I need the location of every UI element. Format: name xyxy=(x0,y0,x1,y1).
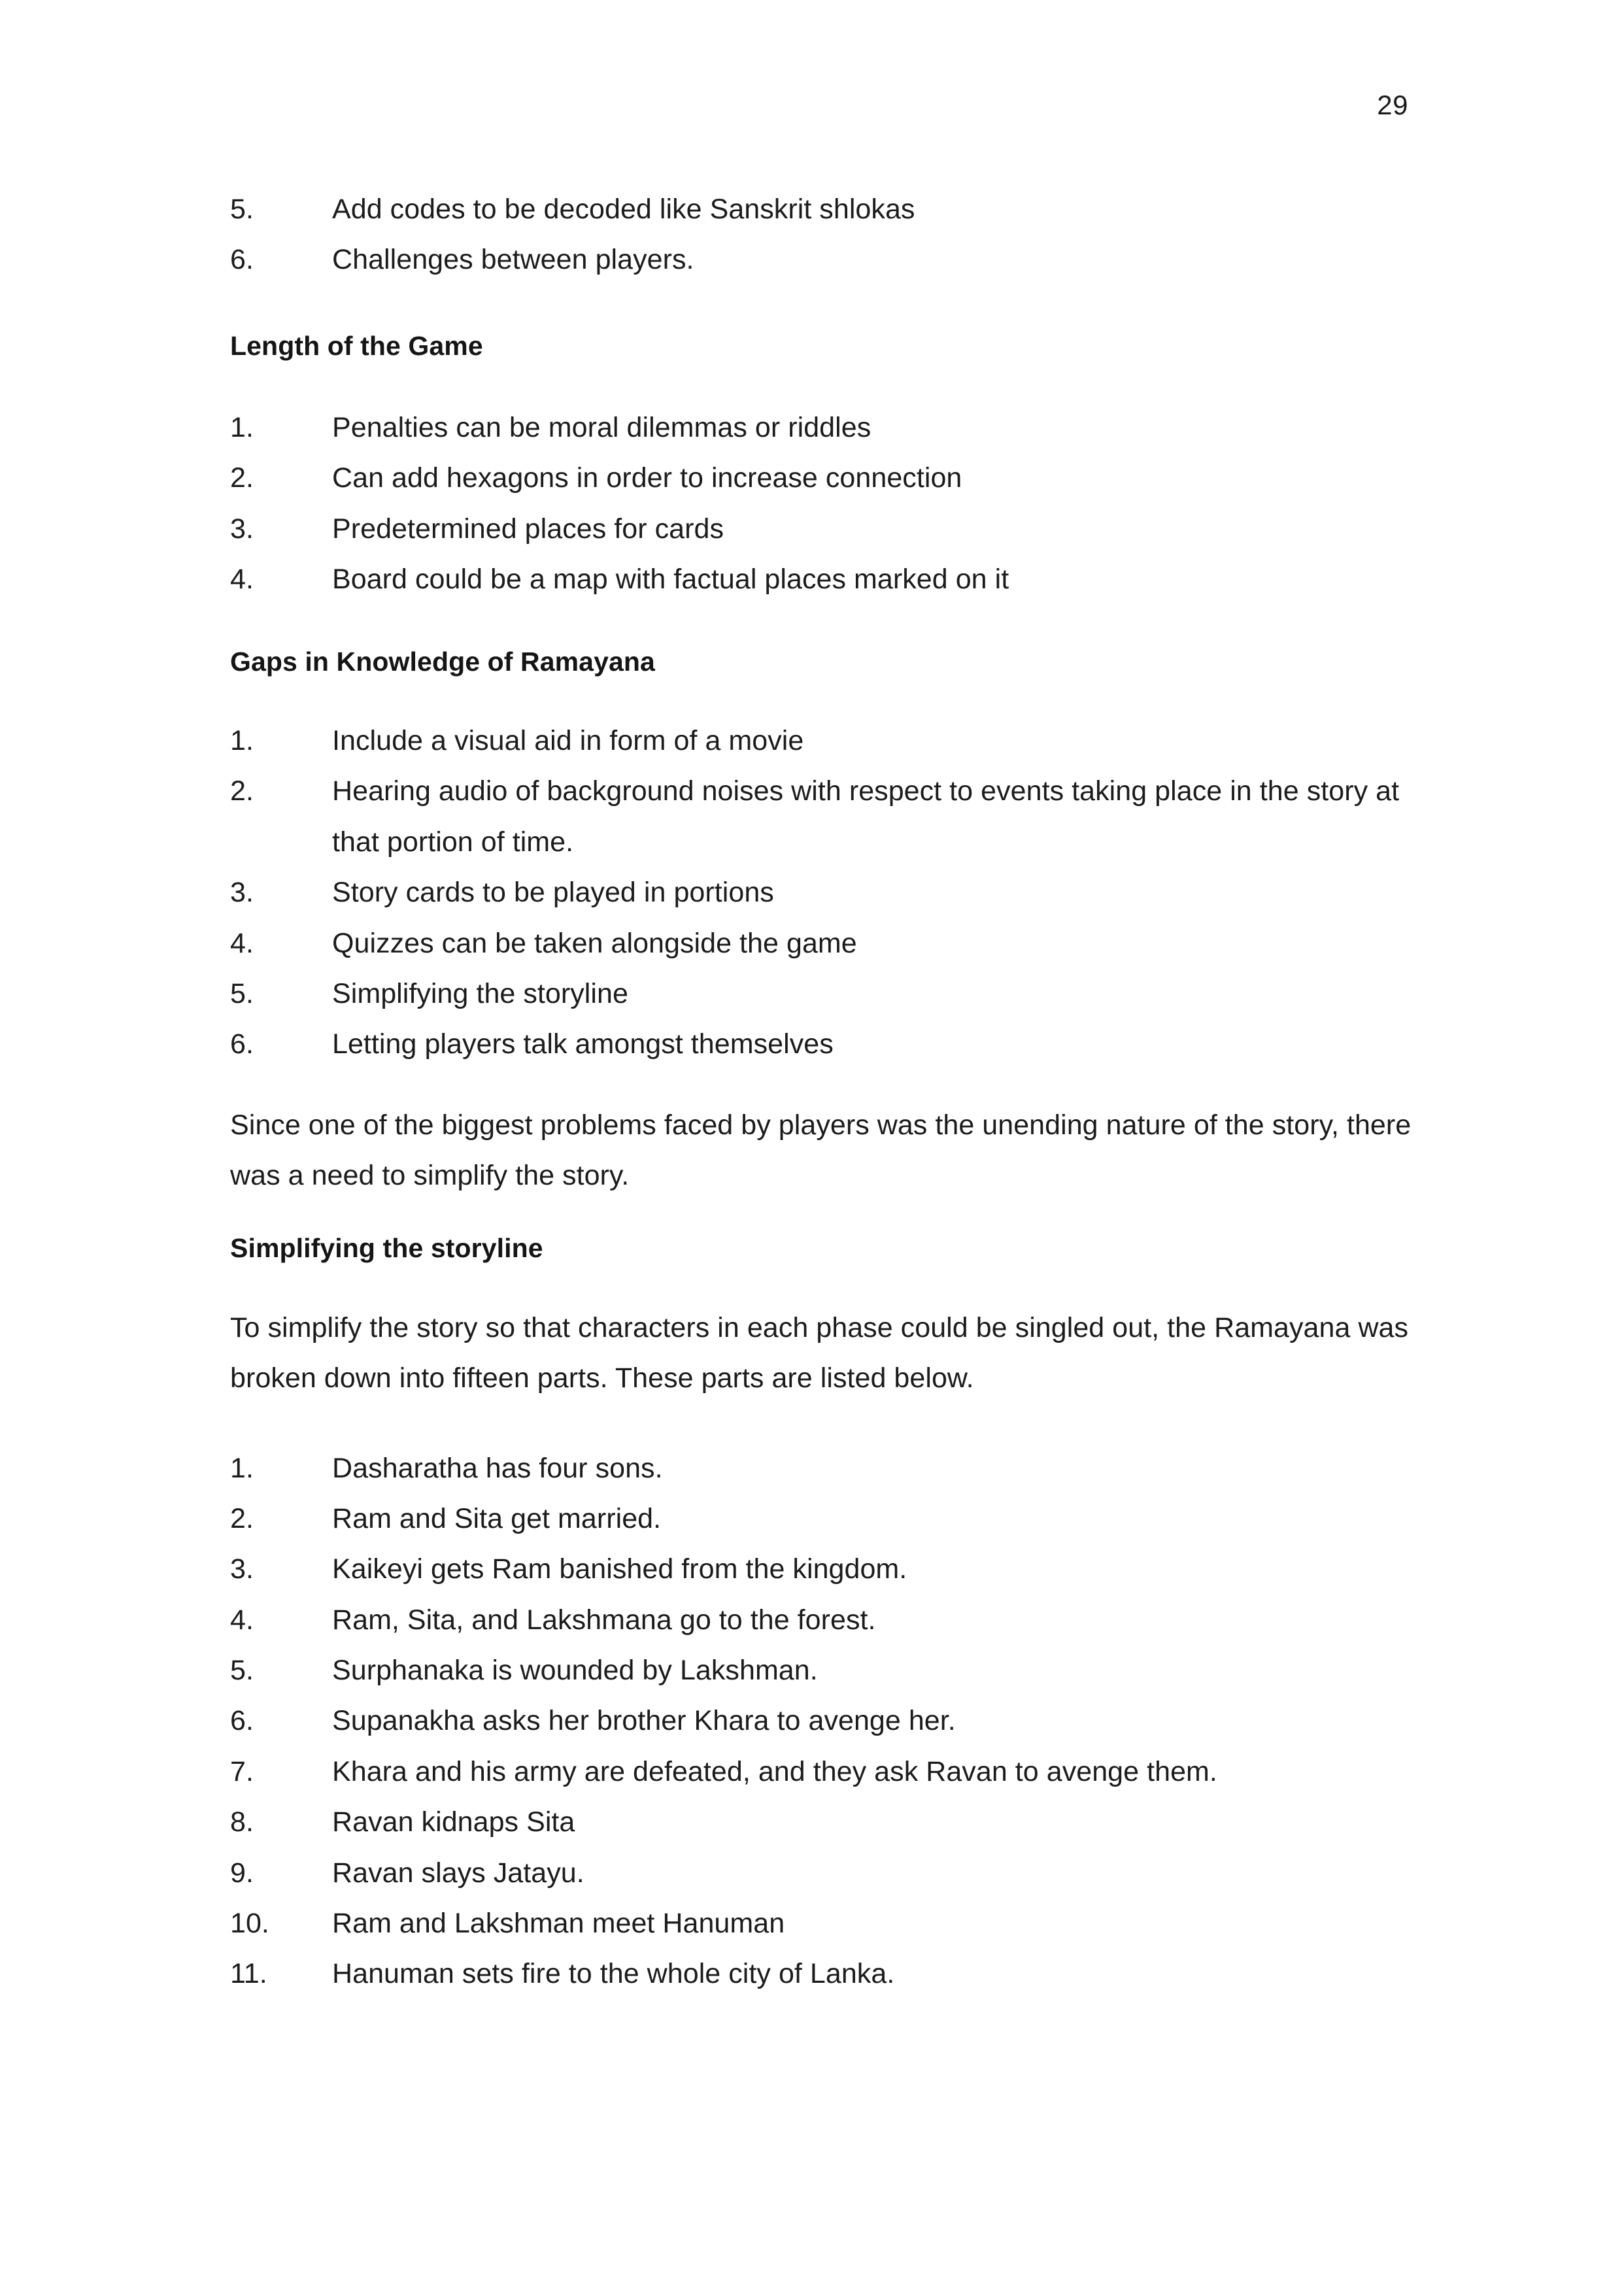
heading-gaps-in-knowledge: Gaps in Knowledge of Ramayana xyxy=(230,646,655,677)
list-item-text: Ravan slays Jatayu. xyxy=(332,1857,584,1889)
list-item xyxy=(230,235,1413,285)
list-item-text: Penalties can be moral dilemmas or riddles xyxy=(332,412,871,444)
list-marker: 4. xyxy=(230,564,254,596)
list-item xyxy=(230,1645,1413,1696)
document-content xyxy=(230,184,1413,2000)
list-item-text: Ram and Lakshman meet Hanuman xyxy=(332,1908,785,1940)
list-marker: 10. xyxy=(230,1908,269,1940)
heading-length-of-the-game: Length of the Game xyxy=(230,330,483,361)
list-marker: 1. xyxy=(230,724,254,756)
list-item-text: Challenges between players. xyxy=(332,244,694,276)
list-item xyxy=(230,1848,1413,1898)
list-marker: 2. xyxy=(230,775,254,807)
list-item xyxy=(230,184,1413,235)
list-marker: 6. xyxy=(230,244,254,276)
list-marker: 4. xyxy=(230,927,254,959)
list-item xyxy=(230,403,1413,453)
list-marker: 6. xyxy=(230,1705,254,1737)
list-item-text: Letting players talk amongst themselves xyxy=(332,1028,834,1060)
list-marker: 3. xyxy=(230,877,254,909)
list-item xyxy=(230,969,1413,1019)
list-marker: 3. xyxy=(230,513,254,545)
list-item xyxy=(230,1595,1413,1645)
list-item xyxy=(230,919,1413,969)
list-marker: 2. xyxy=(230,462,254,494)
list-item xyxy=(230,1949,1413,1999)
fifteen-parts-list xyxy=(230,1443,1413,2000)
list-item-text: Predetermined places for cards xyxy=(332,513,724,545)
list-item xyxy=(230,453,1413,503)
list-marker: 9. xyxy=(230,1857,254,1889)
list-marker: 5. xyxy=(230,194,254,225)
list-item-text: Hanuman sets fire to the whole city of Lanka. xyxy=(332,1958,895,1990)
list-item xyxy=(230,1443,1413,1494)
list-item-text: Surphanaka is wounded by Lakshman. xyxy=(332,1655,818,1687)
list-item-text: Quizzes can be taken alongside the game xyxy=(332,927,857,959)
length-of-the-game-list xyxy=(230,403,1413,605)
list-item-text: Ram, Sita, and Lakshmana go to the forest. xyxy=(332,1604,876,1636)
continued-list xyxy=(230,184,1413,286)
list-item-text: Add codes to be decoded like Sanskrit shlokas xyxy=(332,194,915,225)
list-item-text: Hearing audio of background noises with respect to events taking place in the story at that portion of time. xyxy=(332,775,1400,858)
list-marker: 4. xyxy=(230,1604,254,1636)
list-item xyxy=(230,504,1413,554)
list-item-text: Board could be a map with factual places marked on it xyxy=(332,564,1009,596)
list-item xyxy=(230,1898,1413,1949)
list-item-text: Include a visual aid in form of a movie xyxy=(332,724,804,756)
list-item xyxy=(230,1797,1413,1847)
list-item xyxy=(230,1544,1413,1594)
list-marker: 6. xyxy=(230,1028,254,1060)
heading-simplifying-the-storyline: Simplifying the storyline xyxy=(230,1233,543,1264)
list-item xyxy=(230,1494,1413,1544)
list-item-text: Dasharatha has four sons. xyxy=(332,1452,663,1484)
list-marker: 8. xyxy=(230,1806,254,1838)
list-item xyxy=(230,1019,1413,1070)
list-item xyxy=(230,716,1413,766)
list-item xyxy=(230,868,1413,918)
list-item-text: Ram and Sita get married. xyxy=(332,1502,662,1534)
list-item xyxy=(230,1747,1413,1797)
list-marker: 7. xyxy=(230,1755,254,1787)
paragraph-simplify-intro: To simplify the story so that characters in each phase could be singled out, the Ramayana was broken down into fifteen parts. These parts are listed below. xyxy=(230,1311,1409,1394)
list-marker: 2. xyxy=(230,1502,254,1534)
list-item-text: Kaikeyi gets Ram banished from the kingdom. xyxy=(332,1553,907,1585)
list-item-text: Story cards to be played in portions xyxy=(332,877,774,909)
list-item xyxy=(230,554,1413,605)
list-item-text: Supanakha asks her brother Khara to avenge her. xyxy=(332,1705,956,1737)
gaps-in-knowledge-list xyxy=(230,716,1413,1070)
list-item xyxy=(230,766,1413,868)
paragraph-unending-nature: Since one of the biggest problems faced by players was the unending nature of the story, there was a need to simplify the story. xyxy=(230,1109,1412,1192)
list-item-text: Can add hexagons in order to increase connection xyxy=(332,462,962,494)
list-item-text: Khara and his army are defeated, and they ask Ravan to avenge them. xyxy=(332,1755,1217,1787)
list-marker: 5. xyxy=(230,977,254,1009)
list-marker: 5. xyxy=(230,1655,254,1687)
list-marker: 11. xyxy=(230,1958,267,1990)
page-number: 29 xyxy=(1377,90,1408,120)
list-item xyxy=(230,1696,1413,1746)
list-marker: 3. xyxy=(230,1553,254,1585)
list-marker: 1. xyxy=(230,412,254,444)
list-item-text: Simplifying the storyline xyxy=(332,977,628,1009)
list-item-text: Ravan kidnaps Sita xyxy=(332,1806,575,1838)
list-marker: 1. xyxy=(230,1452,254,1484)
